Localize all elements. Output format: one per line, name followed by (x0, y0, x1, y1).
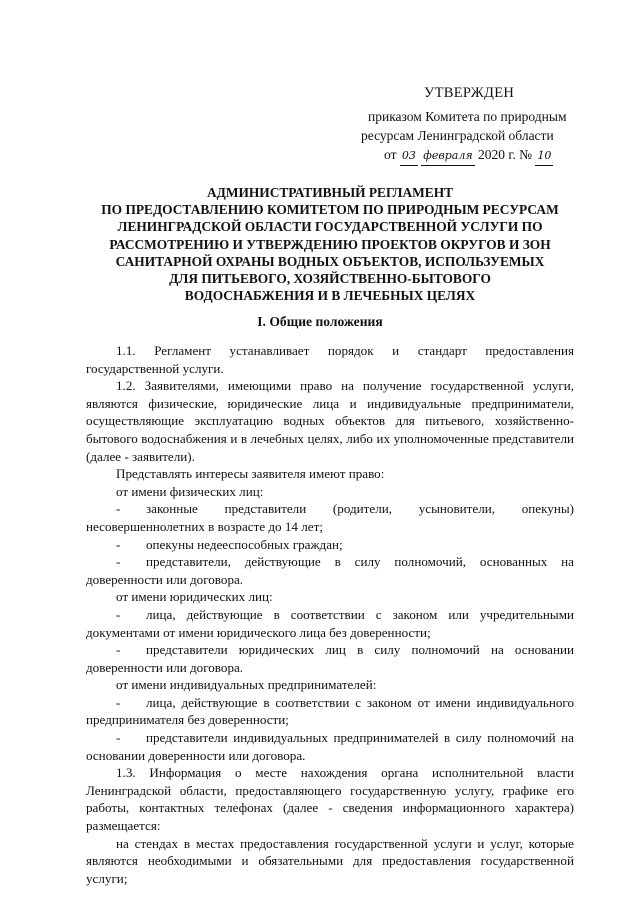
approval-line-2: ресурсам Ленинградской области (361, 128, 554, 143)
ip-heading: от имени индивидуальных предпринимателей: (116, 677, 377, 693)
phys-item-3: представители, действующие в силу полномочий, основанных на доверенности или договора. (86, 554, 574, 587)
approval-block (360, 84, 600, 166)
handwritten-day: 03 (400, 146, 418, 166)
paragraph-1-1: 1.1. Регламент устанавливает порядок и стандарт предоставления государственной услуги. (86, 343, 574, 376)
phys-item-2: опекуны недееспособных граждан; (146, 536, 343, 552)
title-line: ДЛЯ ПИТЬЕВОГО, ХОЗЯЙСТВЕННО-БЫТОВОГО (169, 271, 491, 287)
stands-paragraph: на стендах в местах предоставления государственной услуги и услуг, которые являются необходимыми и обязательными для предоставления государственной услуги; (86, 835, 574, 886)
represent-line: Представлять интересы заявителя имеют право: (116, 466, 385, 482)
title-line: ЛЕНИНГРАДСКОЙ ОБЛАСТИ ГОСУДАРСТВЕННОЙ УСЛУГИ ПО (117, 219, 543, 235)
list-item: - опекуны недееспособных граждан; (116, 536, 343, 552)
date-prefix: от (384, 147, 397, 162)
handwritten-number: 10 (535, 146, 553, 166)
list-item: - представители индивидуальных предпринимателей в силу полномочий на основании доверенности или договора. (86, 730, 574, 763)
title-line: ВОДОСНАБЖЕНИЯ И В ЛЕЧЕБНЫХ ЦЕЛЯХ (184, 288, 476, 304)
list-item: - представители юридических лиц в силу полномочий на основании доверенности или договора. (86, 642, 574, 675)
phys-item-1: законные представители (родители, усыновители, опекуны) несовершеннолетних в возрасте до 14 лет; (86, 501, 574, 534)
handwritten-month: февраля (421, 146, 474, 166)
list-item: - лица, действующие в соответствии с законом или учредительными документами от имени юридического лица без доверенности; (86, 606, 574, 640)
approval-line-1: приказом Комитета по природным (368, 109, 567, 124)
ip-item-1: лица, действующие в соответствии с законом от имени индивидуального предпринимателя без доверенности; (86, 694, 574, 728)
title-line: ПО ПРЕДОСТАВЛЕНИЮ КОМИТЕТОМ ПО ПРИРОДНЫМ РЕСУРСАМ (101, 202, 559, 218)
title-line: САНИТАРНОЙ ОХРАНЫ ВОДНЫХ ОБЪЕКТОВ, ИСПОЛЬЗУЕМЫХ (115, 253, 545, 269)
document-title (100, 184, 560, 304)
date-year: 2020 г. № (478, 147, 533, 162)
document-body (86, 342, 574, 887)
phys-heading: от имени физических лиц: (116, 483, 264, 499)
paragraph-1-3: 1.3. Информация о месте нахождения органа исполнительной власти Ленинградской области, предоставляющего государственную услугу, графике его работы, контактных телефонах (далее - сведения информационного характера) размещается: (86, 765, 574, 834)
title-line: РАССМОТРЕНИЮ И УТВЕРЖДЕНИЮ ПРОЕКТОВ ОКРУГОВ И ЗОН (109, 236, 551, 252)
title-line: АДМИНИСТРАТИВНЫЙ РЕГЛАМЕНТ (206, 185, 454, 200)
paragraph-1-2: 1.2. Заявителями, имеющими право на получение государственной услуги, являются физические, юридические лица и индивидуальные предприниматели, осуществляющие эксплуатацию водных объектов для питьевого, хозяйственно-бытового водоснабжения и в лечебных целях, либо их уполномоченные представители (далее - заявители). (86, 378, 574, 464)
ip-item-2: представители индивидуальных предпринимателей в силу полномочий на основании доверенности или договора. (86, 730, 574, 763)
list-item: - представители, действующие в силу полномочий, основанных на доверенности или договора. (86, 554, 574, 587)
list-item: - лица, действующие в соответствии с законом от имени индивидуального предпринимателя без доверенности; (86, 694, 574, 728)
approval-date (360, 145, 600, 166)
jur-item-2: представители юридических лиц в силу полномочий на основании доверенности или договора. (86, 642, 574, 675)
section-heading: I. Общие положения (257, 314, 383, 329)
jur-item-1: лица, действующие в соответствии с законом или учредительными документами от имени юридического лица без доверенности; (86, 606, 574, 640)
list-item: - законные представители (родители, усыновители, опекуны) несовершеннолетних в возрасте до 14 лет; (86, 501, 574, 534)
approval-heading: УТВЕРЖДЕН (424, 85, 515, 101)
jur-heading: от имени юридических лиц: (116, 589, 273, 605)
